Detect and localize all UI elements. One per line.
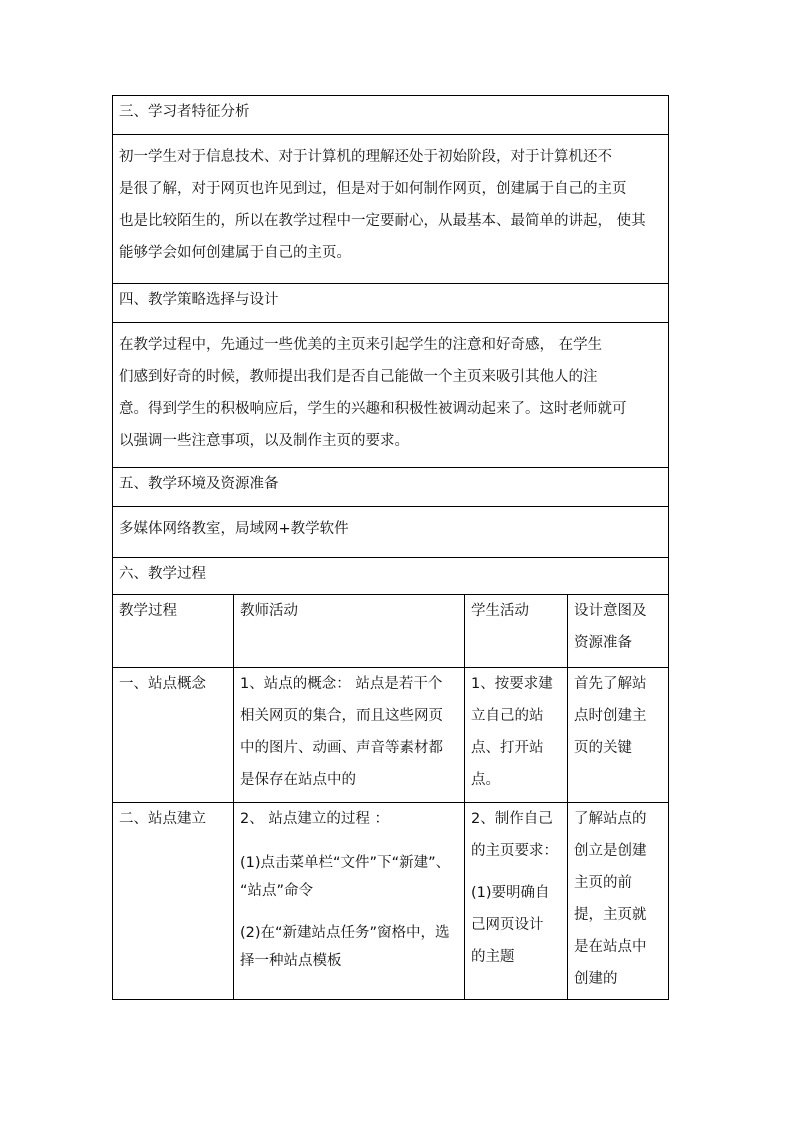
section-learner-body (113, 135, 669, 284)
row1-teacher (234, 668, 465, 803)
strategy-line: 在教学过程中，先通过一些优美的主页来引起学生的注意和好奇感， 在学生 (119, 337, 603, 353)
design-line: 是在站点中 (574, 939, 647, 955)
student-line: 己网页设计 (471, 917, 544, 933)
design-line: 创建的 (574, 971, 618, 987)
section-learner-title: 三、学习者特征分析 (113, 96, 669, 135)
teacher-line: 是保存在站点中的 (240, 772, 356, 788)
strategy-line: 以强调一些注意事项，以及制作主页的要求。 (119, 433, 409, 449)
teacher-line: (1)点击菜单栏“文件”下“新建”、 (240, 855, 451, 871)
student-line: 点。 (471, 772, 500, 788)
row1-student (465, 668, 568, 803)
student-line: 2、制作自己 (471, 811, 553, 827)
design-line: 提，主页就 (574, 907, 647, 923)
student-line: 立自己的站 (471, 708, 544, 724)
section-learner-body-row (113, 135, 669, 284)
process-header-row (113, 595, 669, 668)
header-student: 学生活动 (465, 595, 568, 668)
student-line: 1、按要求建 (471, 676, 553, 692)
section-strategy-title: 四、教学策略选择与设计 (113, 284, 669, 323)
process-row (113, 668, 669, 803)
student-line: 的主页要求： (471, 843, 558, 859)
lesson-plan-table (112, 95, 669, 1000)
design-line: 页的关键 (574, 740, 632, 756)
row2-design (568, 803, 669, 1000)
row1-design (568, 668, 669, 803)
student-line: 点、打开站 (471, 740, 544, 756)
design-line: 主页的前 (574, 875, 632, 891)
design-line: 首先了解站 (574, 676, 647, 692)
teacher-line: 相关网页的集合，而且这些网页 (240, 708, 443, 724)
header-teacher: 教师活动 (234, 595, 465, 668)
teacher-line: 1、站点的概念： 站点是若干个 (240, 676, 443, 692)
strategy-line: 们感到好奇的时候，教师提出我们是否自己能做一个主页来吸引其他人的注 (119, 369, 598, 385)
row2-stage: 二、站点建立 (113, 803, 234, 1000)
section-environment-body-row (113, 507, 669, 558)
design-line: 了解站点的 (574, 811, 647, 827)
section-strategy-body (113, 323, 669, 468)
teacher-line: “站点”命令 (240, 883, 314, 899)
section-strategy-title-row (113, 284, 669, 323)
learner-line: 是很了解，对于网页也许见到过，但是对于如何制作网页，创建属于自己的主页 (119, 181, 627, 197)
header-design-line: 资源准备 (574, 635, 632, 651)
header-design-line: 设计意图及 (574, 603, 647, 619)
process-row (113, 803, 669, 1000)
section-process-title: 六、教学过程 (113, 558, 669, 595)
teacher-line: 2、 站点建立的过程 ： (240, 811, 389, 827)
student-line: 的主题 (471, 949, 515, 965)
student-line: (1)要明确自 (471, 885, 550, 901)
design-line: 点时创建主 (574, 708, 647, 724)
section-strategy-body-row (113, 323, 669, 468)
learner-line: 也是比较陌生的，所以在教学过程中一定要耐心，从最基本、最简单的讲起， 使其 (119, 213, 646, 229)
header-design (568, 595, 669, 668)
row2-teacher (234, 803, 465, 1000)
design-line: 创立是创建 (574, 843, 647, 859)
section-learner-title-row (113, 96, 669, 135)
section-process-title-row (113, 558, 669, 595)
row1-stage: 一、站点概念 (113, 668, 234, 803)
teacher-line: (2)在“新建站点任务”窗格中，选 (240, 925, 450, 941)
header-stage: 教学过程 (113, 595, 234, 668)
section-environment-title: 五、教学环境及资源准备 (113, 468, 669, 507)
row2-student (465, 803, 568, 1000)
teacher-line: 择一种站点模板 (240, 953, 342, 969)
learner-line: 初一学生对于信息技术、对于计算机的理解还处于初始阶段，对于计算机还不 (119, 149, 612, 165)
strategy-line: 意。得到学生的积极响应后，学生的兴趣和积极性被调动起来了。这时老师就可 (119, 401, 627, 417)
section-environment-title-row (113, 468, 669, 507)
learner-line: 能够学会如何创建属于自己的主页。 (119, 245, 351, 261)
teacher-line: 中的图片、动画、声音等素材都 (240, 740, 443, 756)
section-environment-body: 多媒体网络教室，局域网+教学软件 (113, 507, 669, 558)
